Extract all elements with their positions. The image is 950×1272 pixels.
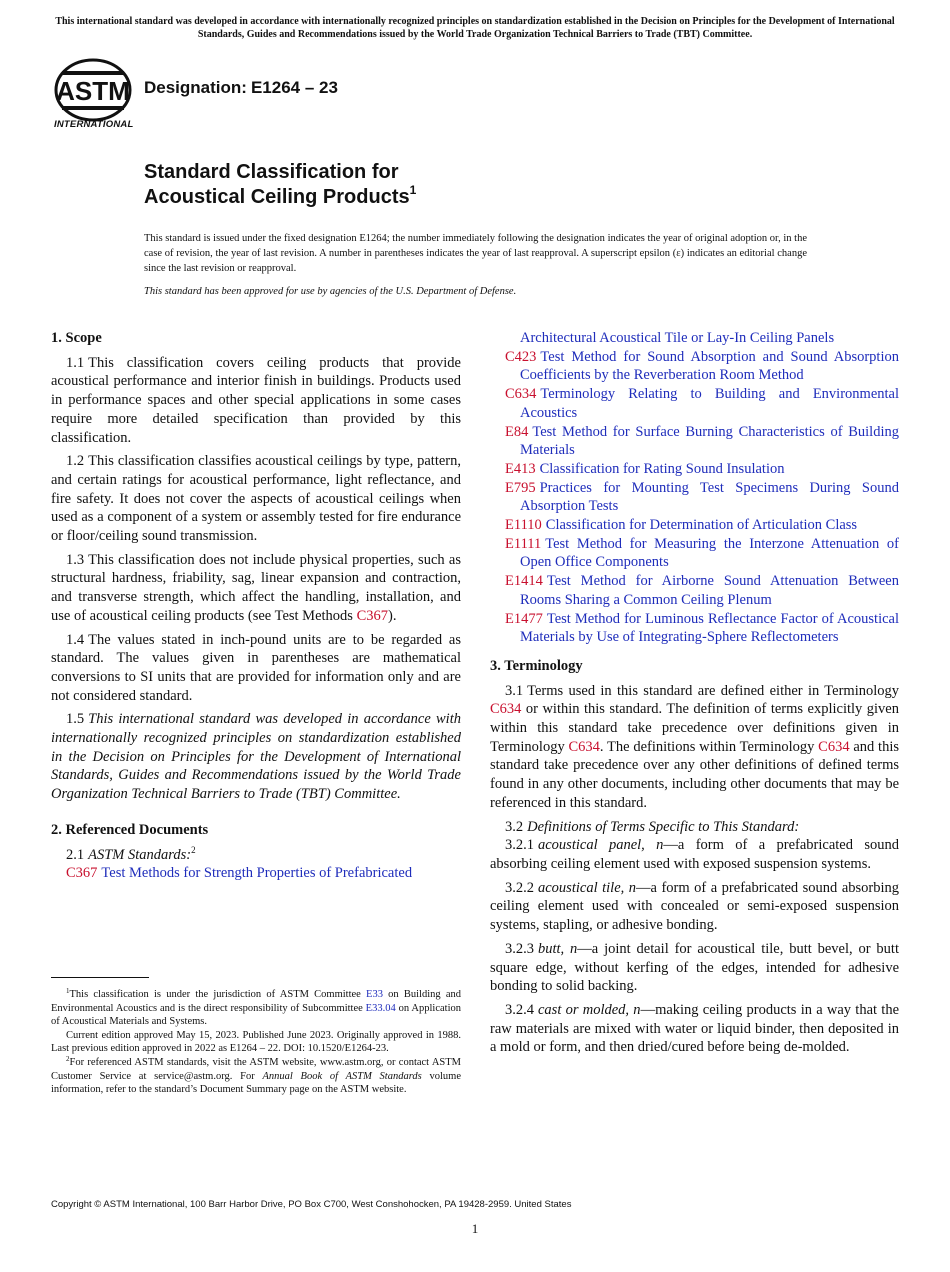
document-title (144, 160, 416, 210)
logo-letters: ASTM (56, 76, 130, 106)
footnote-1: $^1$This classification is under the jurisdiction of ASTM Committee E33 on Building and Environmental Acoustics and is the direct responsibility of Subcommittee E33.04 on Application of Acoustical Materials and Systems. (51, 987, 461, 1028)
reference-item-e1111[interactable]: E1111 Test Method for Measuring the Interzone Attenuation of Open Office Components (505, 535, 899, 571)
footnote-1-edition: Current edition approved May 15, 2023. Published June 2023. Originally approved in 1988. Last previous edition approved in 2022 as E1264 – 22. DOI: 10.1520/E1264-23. (51, 1029, 461, 1055)
paragraph-2-1: 2.1 ASTM Standards:$^2$ (66, 844, 196, 863)
section-heading-referenced: 2. Referenced Documents (51, 821, 209, 838)
definition-butt: 3.2.3 butt, n—a joint detail for acoustical tile, butt bevel, or butt square edge, without kerfing of the edges, intended for adhesive bonding to solid backing. (490, 940, 899, 995)
reference-item-e1414[interactable]: E1414 Test Method for Airborne Sound Attenuation Between Rooms Sharing a Common Ceiling Plenum (505, 573, 899, 608)
reference-item-c634[interactable]: C634 Terminology Relating to Building and Environmental Acoustics (505, 386, 899, 421)
footnote-2: $^2$For referenced ASTM standards, visit the ASTM website, www.astm.org, or contact ASTM Customer Service at service@astm.org. For Annual Book of ASTM Standards volume information, refer to the standard’s Document Summary page on the ASTM website. (51, 1054, 461, 1096)
link-c367[interactable]: C367 (356, 607, 388, 624)
designation-value: E1264 – 23 (250, 78, 338, 97)
paragraph-1-1: 1.1 This classification covers ceiling products that provide acoustical performance and interior finish in buildings. Products used in performance spaces and other special applications in some cases require more detailed specification than provided by this classification. (51, 354, 461, 446)
link-e33-04[interactable]: E33.04 (365, 1002, 396, 1014)
reference-item-e795[interactable]: E795 Practices for Mounting Test Specimens During Sound Absorption Tests (505, 479, 899, 515)
paragraph-1-2: 1.2 This classification classifies acoustical ceilings by type, pattern, and certain ratings for acoustical performance, light reflectance, and fire safety. It does not cover the aspects of acoustical ceilings when used as a component of a system or assembly tested for fire endurance or floor/ceiling sound transmission. (51, 453, 461, 545)
paragraph-3-2: 3.2 Definitions of Terms Specific to This Standard: (505, 818, 800, 835)
reference-item-e1477[interactable]: E1477 Test Method for Luminous Reflectance Factor of Acoustical Materials by Use of Integrating-Sphere Reflectometers (505, 610, 899, 646)
link-c634[interactable]: C634 (568, 738, 600, 755)
right-column (490, 329, 899, 1062)
copyright-notice: Copyright © ASTM International, 100 Barr Harbor Drive, PO Box C700, West Conshohocken, PA 19428-2959. United States (51, 1199, 572, 1210)
paragraph-1-3: 1.3 This classification does not include physical properties, such as structural hardness, friability, sag, linear expansion and contraction, and transverse strength, which affect the handling, installation, and use of acoustical ceiling products (see Test Methods C367). (51, 551, 461, 624)
footnotes (51, 988, 461, 1097)
title-line-2: Acoustical Ceiling Products (144, 186, 410, 208)
approval-note: This standard has been approved for use by agencies of the U.S. Department of Defense. (144, 286, 517, 297)
paragraph-3-1: 3.1 Terms used in this standard are defined either in Terminology C634 or within this standard. The definition of terms explicitly given within this standard take precedence over definitions given in Terminology C634. The definitions within Terminology C634 and this standard take precedence over any other definitions of defined terms found in any other documents, including other documents that may be referenced in this standard. (490, 682, 899, 811)
section-heading-terminology: 3. Terminology (490, 657, 583, 674)
paragraph-1-5: 1.5 This international standard was developed in accordance with internationally recognized principles on standardization established in the Decision on Principles for the Development of International Standards, Guides and Recommendations issued by the World Trade Organization Technical Barriers to Trade (TBT) Committee. (51, 711, 461, 803)
page-number: 1 (471, 1221, 479, 1236)
issuance-note: This standard is issued under the fixed designation E1264; the number immediately following the designation indicates the year of original adoption or, in the case of revision, the year of last revision. A number in parentheses indicates the year of last reapproval. A superscript epsilon (ε) indicates an editorial change since the last revision or reapproval. (144, 233, 807, 274)
link-c634[interactable]: C634 (818, 738, 850, 755)
link-e33[interactable]: E33 (366, 989, 383, 1000)
reference-item-e84[interactable]: E84 Test Method for Surface Burning Characteristics of Building Materials (505, 423, 899, 459)
designation-label: Designation: (144, 78, 247, 97)
paragraph-1-4: 1.4 The values stated in inch-pound units are to be regarded as standard. The values given in parentheses are mathematical conversions to SI units that are provided for information only and are not considered standard. (51, 631, 461, 704)
logo-wordmark: INTERNATIONAL (54, 119, 134, 130)
footnote-divider (51, 977, 149, 978)
title-line-1: Standard Classification for (144, 161, 399, 183)
definition-cast-or-molded: 3.2.4 cast or molded, n—making ceiling products in a way that the raw materials are mixed with water or liquid binder, then deposited in a mold or form, and then dried/cured before being de-molded. (490, 1001, 900, 1056)
reference-item-c423[interactable]: C423 Test Method for Sound Absorption and Sound Absorption Coefficients by the Reverberation Room Method (505, 348, 899, 384)
reference-item-c367-continued[interactable]: Architectural Acoustical Tile or Lay-In Ceiling Panels (520, 330, 835, 346)
reference-item-c367[interactable]: C367 Test Methods for Strength Properties of Prefabricated (66, 865, 413, 882)
reference-item-e413[interactable]: E413 Classification for Rating Sound Insulation (505, 460, 785, 477)
reference-item-e1110[interactable]: E1110 Classification for Determination of Articulation Class (505, 517, 858, 534)
title-footnote-marker[interactable]: 1 (409, 183, 417, 197)
definition-acoustical-panel: 3.2.1 acoustical panel, n—a form of a prefabricated sound absorbing ceiling element used with exposed suspension systems. (490, 837, 899, 872)
definition-acoustical-tile: 3.2.2 acoustical tile, n—a form of a prefabricated sound absorbing ceiling element used with concealed or semi-exposed suspension systems, stapling, or adhesive bonding. (490, 879, 899, 934)
link-c634[interactable]: C634 (490, 701, 522, 718)
designation (144, 77, 338, 99)
header-notice: This international standard was developed in accordance with internationally recognized principles on standardization established in the Decision on Principles for the Development of International Standards, Guides and Recommendations issued by the World Trade Organization Technical Barriers to Trade (TBT) Committee. (55, 16, 895, 40)
section-heading-scope: 1. Scope (51, 330, 102, 346)
left-column (51, 329, 461, 883)
